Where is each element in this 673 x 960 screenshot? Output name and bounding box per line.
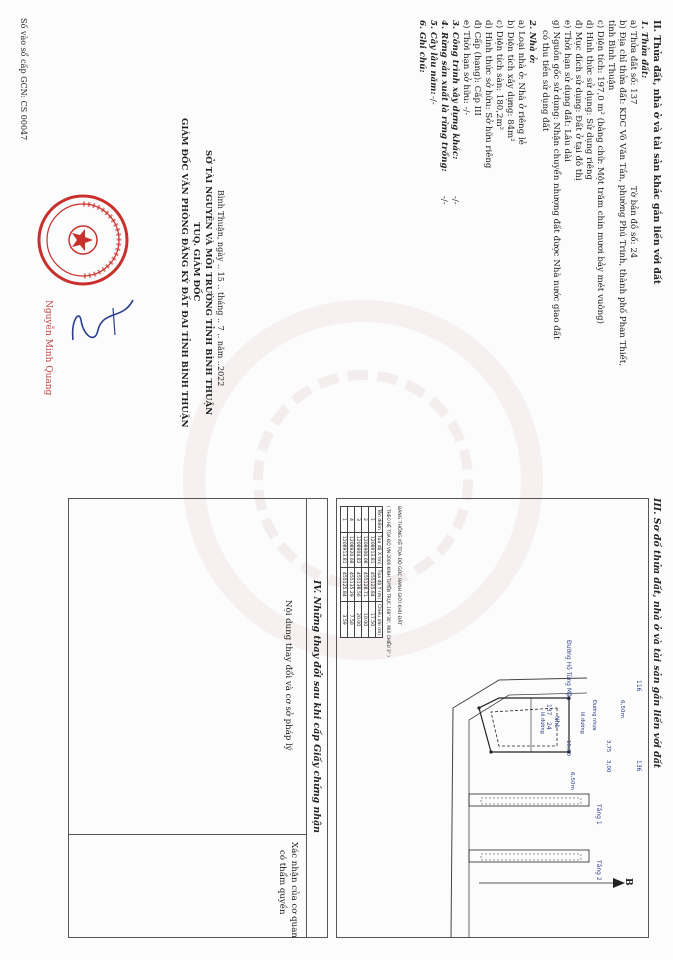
map-number: 24 xyxy=(545,722,552,730)
cell: 1208913.81 xyxy=(369,532,376,567)
land-map: Tờ bản đồ số: 24 xyxy=(628,186,638,259)
signer-name: Nguyễn Minh Quang xyxy=(43,300,53,396)
cell: 1208904.82 xyxy=(355,532,362,567)
house-label: Nhà xyxy=(553,716,560,728)
sidewalk-label: lề đường xyxy=(539,712,545,734)
table-header-row xyxy=(376,507,383,638)
th-y: Tọa độ Y (m) xyxy=(376,567,383,601)
dimension-1530: 15,30 xyxy=(565,740,571,757)
dimension-300: 3,00 xyxy=(605,760,611,773)
th-x: Tọa độ X (m) xyxy=(376,532,383,567)
sign-org: SỞ TÀI NGUYÊN VÀ MÔI TRƯỜNG TỈNH BÌNH THUẬN xyxy=(203,150,213,416)
cell: 1 xyxy=(341,507,348,533)
street-label: Đường Hồ Tùng Mậu xyxy=(565,640,572,701)
land-heading: 1. Thửa đất: xyxy=(639,20,649,79)
parcel-116: 116 xyxy=(635,680,642,692)
cell: 4 xyxy=(348,507,355,533)
cell: 10.00 xyxy=(362,602,369,638)
section4-title: IV. Những thay đổi sau khi cấp Giấy chứng nhận xyxy=(311,580,322,833)
coordinate-table-wrap xyxy=(340,506,403,656)
cell: 20.00 xyxy=(355,602,362,638)
official-stamp xyxy=(33,190,133,290)
cell: 3 xyxy=(355,507,362,533)
land-b: b) Địa chỉ thửa đất: KDC Võ Văn Tần, phường Phú Trinh, thành phố Phan Thiết, xyxy=(617,20,627,367)
table-row xyxy=(355,507,362,638)
cell: 7.50 xyxy=(348,602,355,638)
land-a: a) Thửa đất số: 137 xyxy=(628,20,638,105)
house-a: a) Loại nhà ở: Nhà ở riêng lẻ xyxy=(516,20,526,145)
cell: 1208920.68 xyxy=(348,532,355,567)
house-heading: 2. Nhà ở: xyxy=(527,20,537,64)
sidewalk-label-2: lề đường xyxy=(579,712,585,734)
section3-title: III. Sơ đồ thửa đất, nhà ở và tài sản gắn liền với đất xyxy=(651,498,662,769)
land-c: c) Diện tích: 197,0 m² (bằng chữ: Một trăm chín mươi bảy mét vuông) xyxy=(595,20,605,324)
house-c: c) Diện tích sàn: 180,2m² xyxy=(494,20,504,131)
dimension-650b: 6,50m xyxy=(569,772,575,790)
floor-2-label: Tầng 2 xyxy=(595,860,602,881)
table-row xyxy=(369,507,376,638)
sign-tuq: TUQ. GIÁM ĐỐC xyxy=(191,222,201,302)
note-label: 6. Ghi chú: xyxy=(417,20,427,73)
land-e: e) Thời hạn sử dụng đất: Lâu dài xyxy=(562,20,572,162)
dimension-375: 3,75 xyxy=(605,740,611,753)
cell: 455138.56 xyxy=(355,567,362,601)
production-forest: 4. Rừng sản xuất là rừng trồng: xyxy=(439,20,449,172)
house-dd: đ) Cấp (hạng): Cấp III xyxy=(472,20,482,116)
registry-number: Số vào sổ cấp GCN: CS 00047 xyxy=(19,18,28,141)
th-point: Tên điểm xyxy=(376,507,383,533)
changes-col-confirm-1: Xác nhận của cơ quan xyxy=(289,842,299,938)
cell: 17.50 xyxy=(369,602,376,638)
other-structures-value: -/- xyxy=(450,196,460,205)
cell: 1208900.08 xyxy=(362,532,369,567)
other-structures: 3. Công trình xây dựng khác: xyxy=(450,20,460,160)
coordinate-table xyxy=(340,506,383,638)
cell: 455125.84 xyxy=(341,567,348,601)
floor-1-label: Tầng 1 xyxy=(595,804,602,825)
land-d: d) Hình thức sử dụng: Sử dụng riêng xyxy=(584,20,594,181)
table-title: BẢNG THỐNG KÊ TỌA ĐỘ GÓC RANH GIỚI KHU ĐẤT xyxy=(396,506,401,626)
parcel-number: 137 xyxy=(545,704,552,716)
divider-v xyxy=(68,834,307,835)
perennial-trees: 5. Cây lâu năm: xyxy=(428,20,438,95)
table-row xyxy=(341,507,348,638)
land-g2: có thu tiền sử dụng đất xyxy=(540,30,550,132)
changes-col-content: Nội dung thay đổi và cơ sở pháp lý xyxy=(283,600,293,751)
house-d: d) Hình thức sở hữu: Sở hữu riêng xyxy=(483,20,493,169)
signature-scribble xyxy=(63,290,143,360)
sign-date: Bình Thuận, ngày .. 15 .. tháng .. 7 .. năm ..2022 xyxy=(216,190,225,387)
cell: 3.59 xyxy=(341,602,348,638)
section2-title: II. Thửa đất, nhà ở và tài sản khác gắn liền với đất xyxy=(651,20,662,285)
cell: 1 xyxy=(369,507,376,533)
land-g: g) Nguồn gốc sử dụng: Nhận chuyển nhượng đất được Nhà nước giao đất xyxy=(551,20,561,340)
parcel-136: 136 xyxy=(635,760,642,772)
divider-h xyxy=(306,498,307,938)
north-label: B xyxy=(623,878,633,886)
perennial-trees-value: -/- xyxy=(428,96,438,105)
cell: 455135.29 xyxy=(348,567,355,601)
road-side-label: Đường nhựa xyxy=(591,700,597,731)
cell: 455125.84 xyxy=(369,567,376,601)
table-row xyxy=(348,507,355,638)
cell: 455128.71 xyxy=(362,567,369,601)
th-length: Chiều dài (m) xyxy=(376,602,383,638)
house-b: b) Diện tích xây dựng: 84m² xyxy=(505,20,515,142)
table-subtitle: ( THEO HỆ TỌA ĐỘ VN-2000 KINH TUYẾN TRỤC 108°30', MÚI CHIẾU 3° ) xyxy=(386,506,391,657)
cell: 2 xyxy=(362,507,369,533)
cell: 1208913.81 xyxy=(341,532,348,567)
production-forest-value: -/- xyxy=(439,196,449,205)
land-b2: tỉnh Bình Thuận xyxy=(606,20,616,91)
land-dd: đ) Mục đích sử dụng: Đất ở tại đô thị xyxy=(573,20,583,181)
dimension-650: 6,50m xyxy=(619,700,625,718)
table-row xyxy=(362,507,369,638)
house-e: e) Thời hạn sở hữu: -/- xyxy=(461,20,471,116)
changes-col-confirm-2: có thẩm quyền xyxy=(277,850,287,915)
sign-office: GIÁM ĐỐC VĂN PHÒNG ĐĂNG KÝ ĐẤT ĐAI TỈNH BÌNH THUẬN xyxy=(179,118,189,428)
